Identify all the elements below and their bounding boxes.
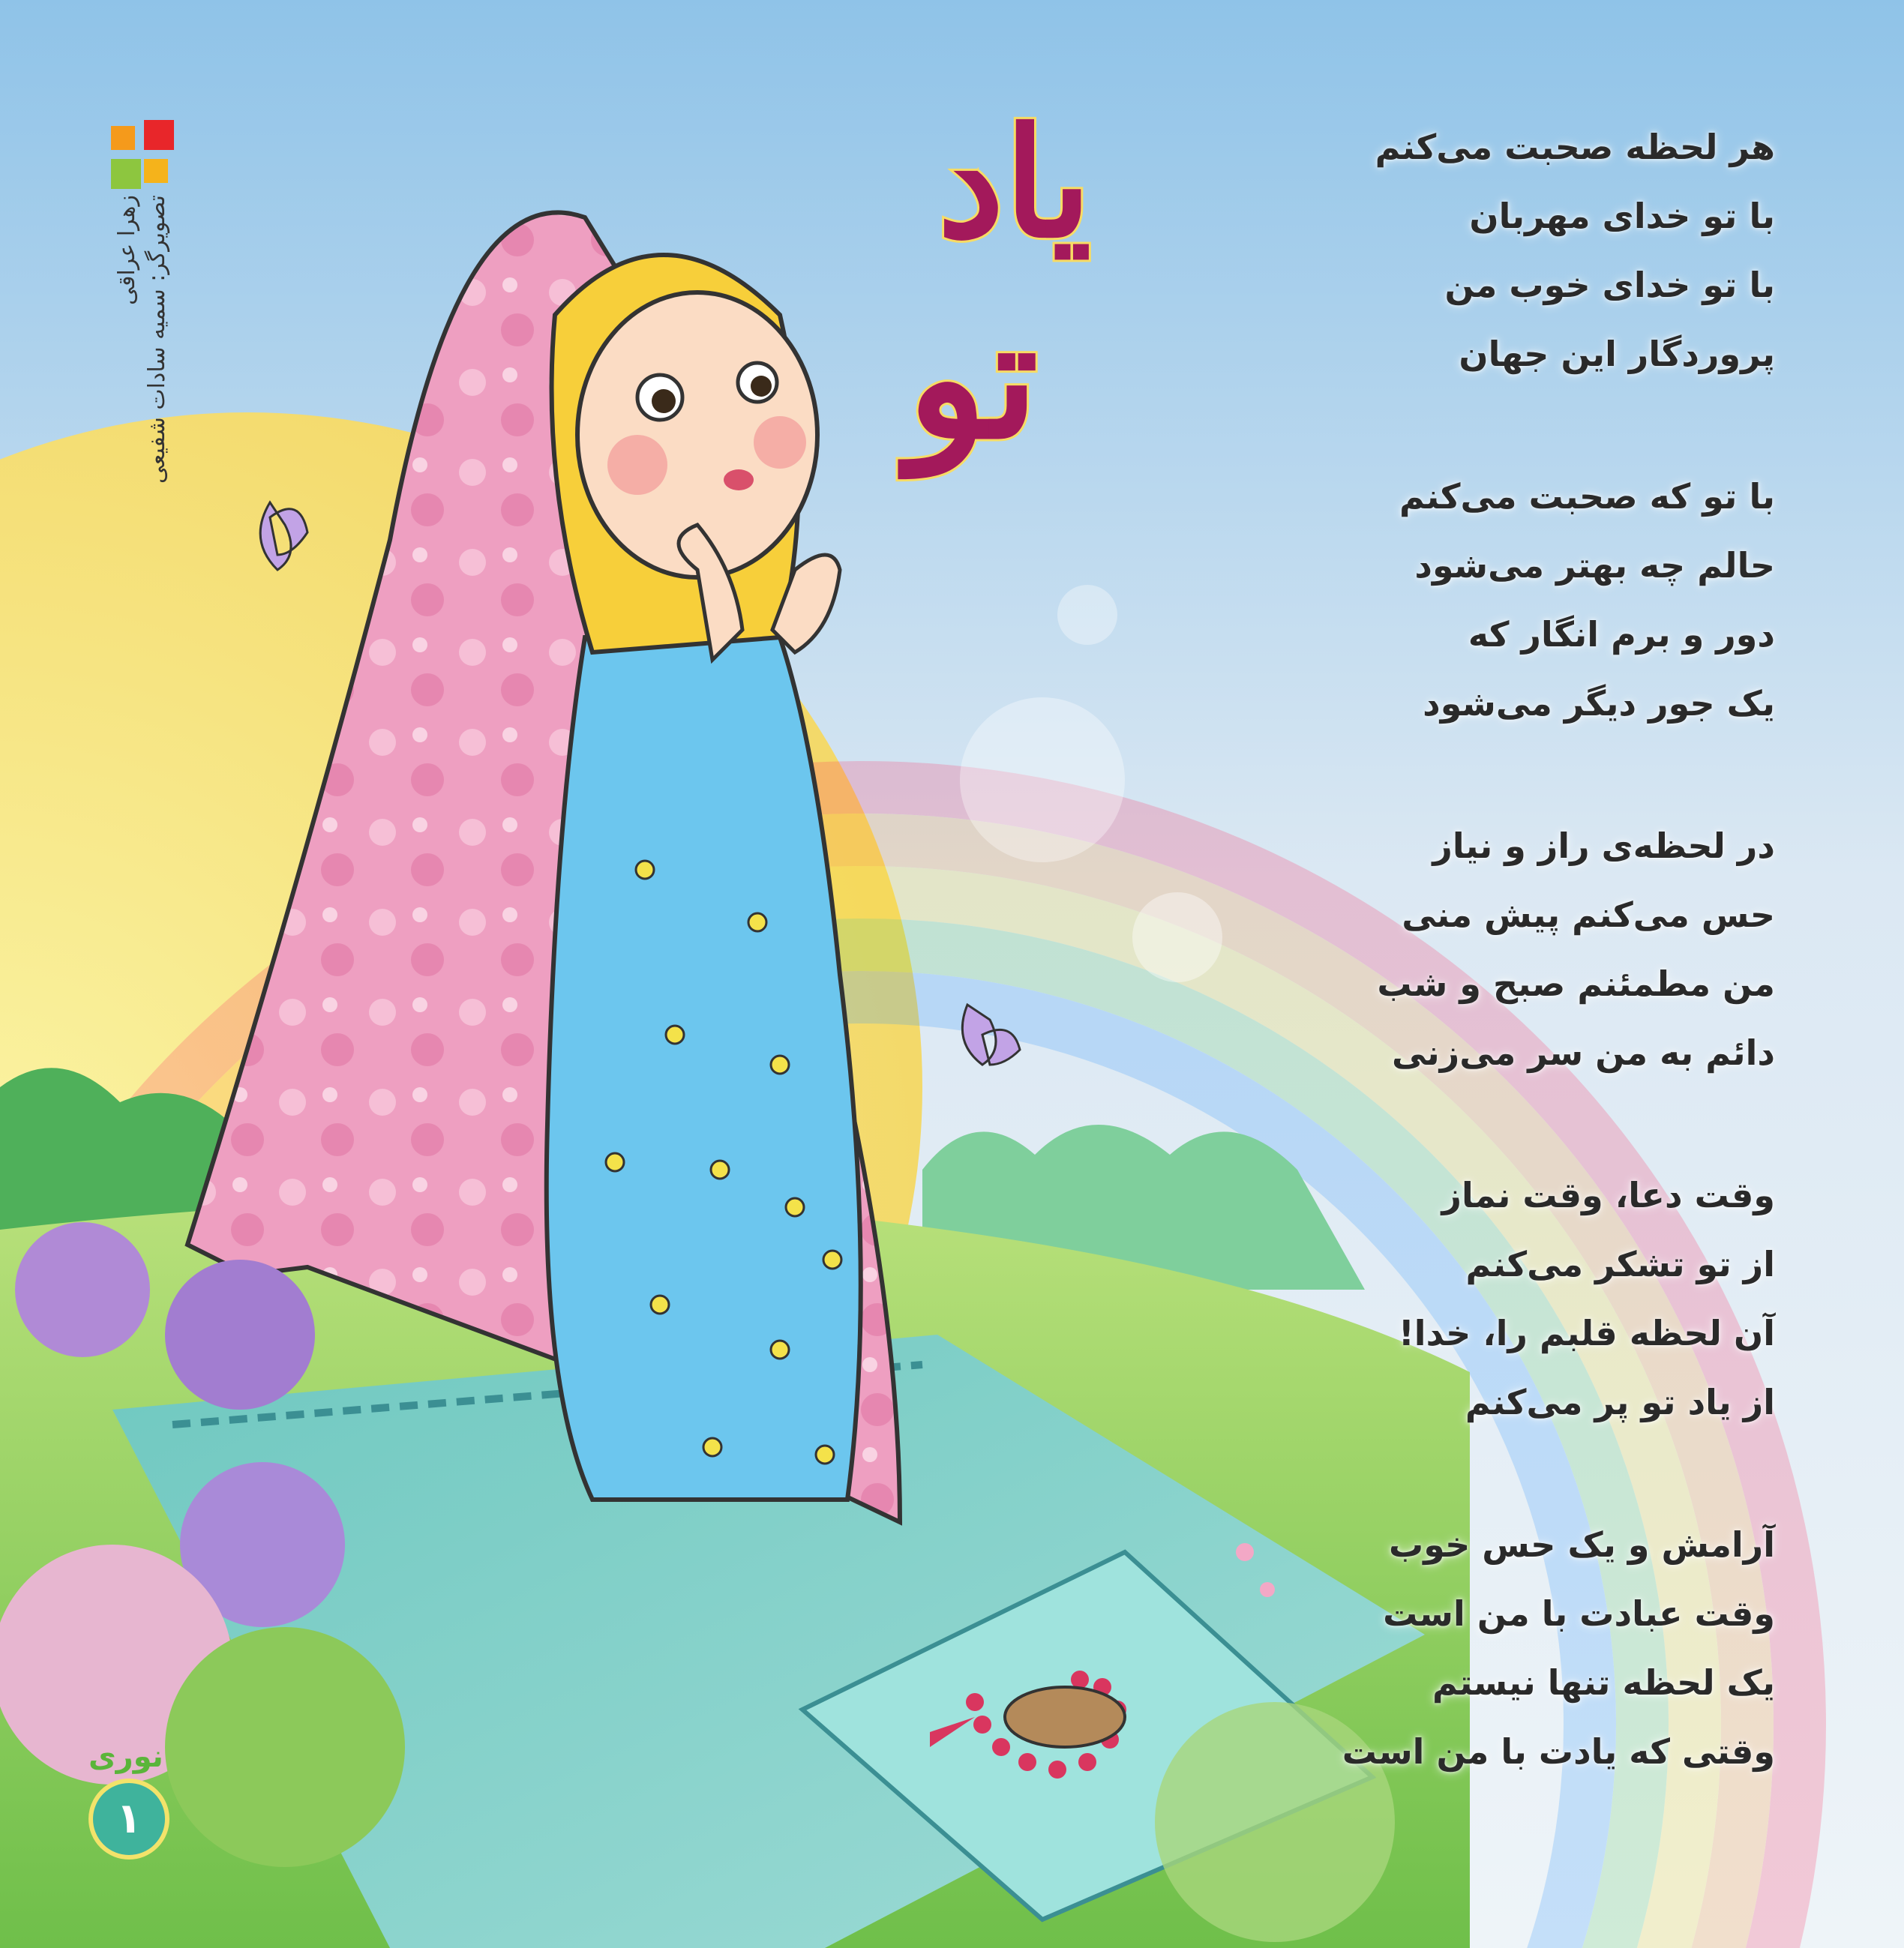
poem-line: یک جور دیگر می‌شود (1423, 683, 1775, 724)
stanza-5 (1250, 1510, 1775, 1786)
stanza-3 (1250, 811, 1775, 1087)
poem-line: در لحظه‌ی راز و نیاز (1432, 826, 1775, 866)
poem-line: از یاد تو پر می‌کنم (1465, 1382, 1775, 1422)
illustrator-credit: تصویرگر: سمیه سادات شفیعی (144, 195, 170, 484)
stanza-2 (1250, 462, 1775, 738)
logo-square-red (144, 120, 174, 150)
poem-line: از تو تشکر می‌کنم (1465, 1244, 1775, 1284)
right-pupil (751, 376, 772, 397)
right-cheek (754, 416, 806, 469)
mouth (724, 469, 754, 490)
poem-line: حالم چه بهتر می‌شود (1414, 545, 1775, 586)
poem-line: با تو خدای خوب من (1444, 265, 1775, 305)
stanza-4 (1250, 1161, 1775, 1437)
poem-line: دائم به من سر می‌زنی (1392, 1032, 1775, 1073)
poem (1250, 112, 1775, 1860)
poem-line: من مطمئنم صبح و شب (1377, 964, 1775, 1004)
stanza-1 (1250, 112, 1775, 388)
poem-line: یک لحظه تنها نیستم (1432, 1662, 1775, 1703)
poem-line: با تو که صحبت می‌کنم (1399, 476, 1775, 517)
magazine-name: نوری (88, 1740, 163, 1774)
turbah (1005, 1687, 1125, 1747)
logo-square-orange (111, 126, 135, 150)
poem-line: با تو خدای مهربان (1469, 196, 1775, 236)
poem-line: آرامش و یک حس خوب (1389, 1524, 1775, 1565)
credits (112, 195, 180, 510)
light-bubble (1057, 585, 1117, 645)
dress (547, 637, 861, 1500)
logo-square-green (111, 159, 141, 189)
poem-line: وقتی که یادت با من است (1342, 1731, 1775, 1772)
title-line-1: یاد (937, 95, 1092, 271)
left-pupil (652, 389, 676, 413)
poem-line: دور و برم انگار که (1468, 614, 1775, 655)
title-line-2: تو (907, 281, 1039, 475)
poem-line: حس می‌کنم پیش منی (1402, 895, 1775, 935)
poem-line: وقت دعا، وقت نماز (1441, 1175, 1775, 1215)
light-bubble (960, 697, 1125, 862)
light-bubble (1132, 892, 1222, 982)
logo-square-yellow (144, 159, 168, 183)
left-cheek (607, 435, 667, 495)
page-number: ۱ (88, 1779, 169, 1860)
poem-line: وقت عبادت با من است (1383, 1593, 1775, 1634)
poem-line: آن لحظه قلبم را، خدا! (1398, 1313, 1775, 1353)
poem-line: هر لحظه صحبت می‌کنم (1375, 127, 1775, 167)
author-credit: زهرا عراقی (114, 195, 140, 305)
poem-line: پروردگار این جهان (1459, 334, 1775, 374)
